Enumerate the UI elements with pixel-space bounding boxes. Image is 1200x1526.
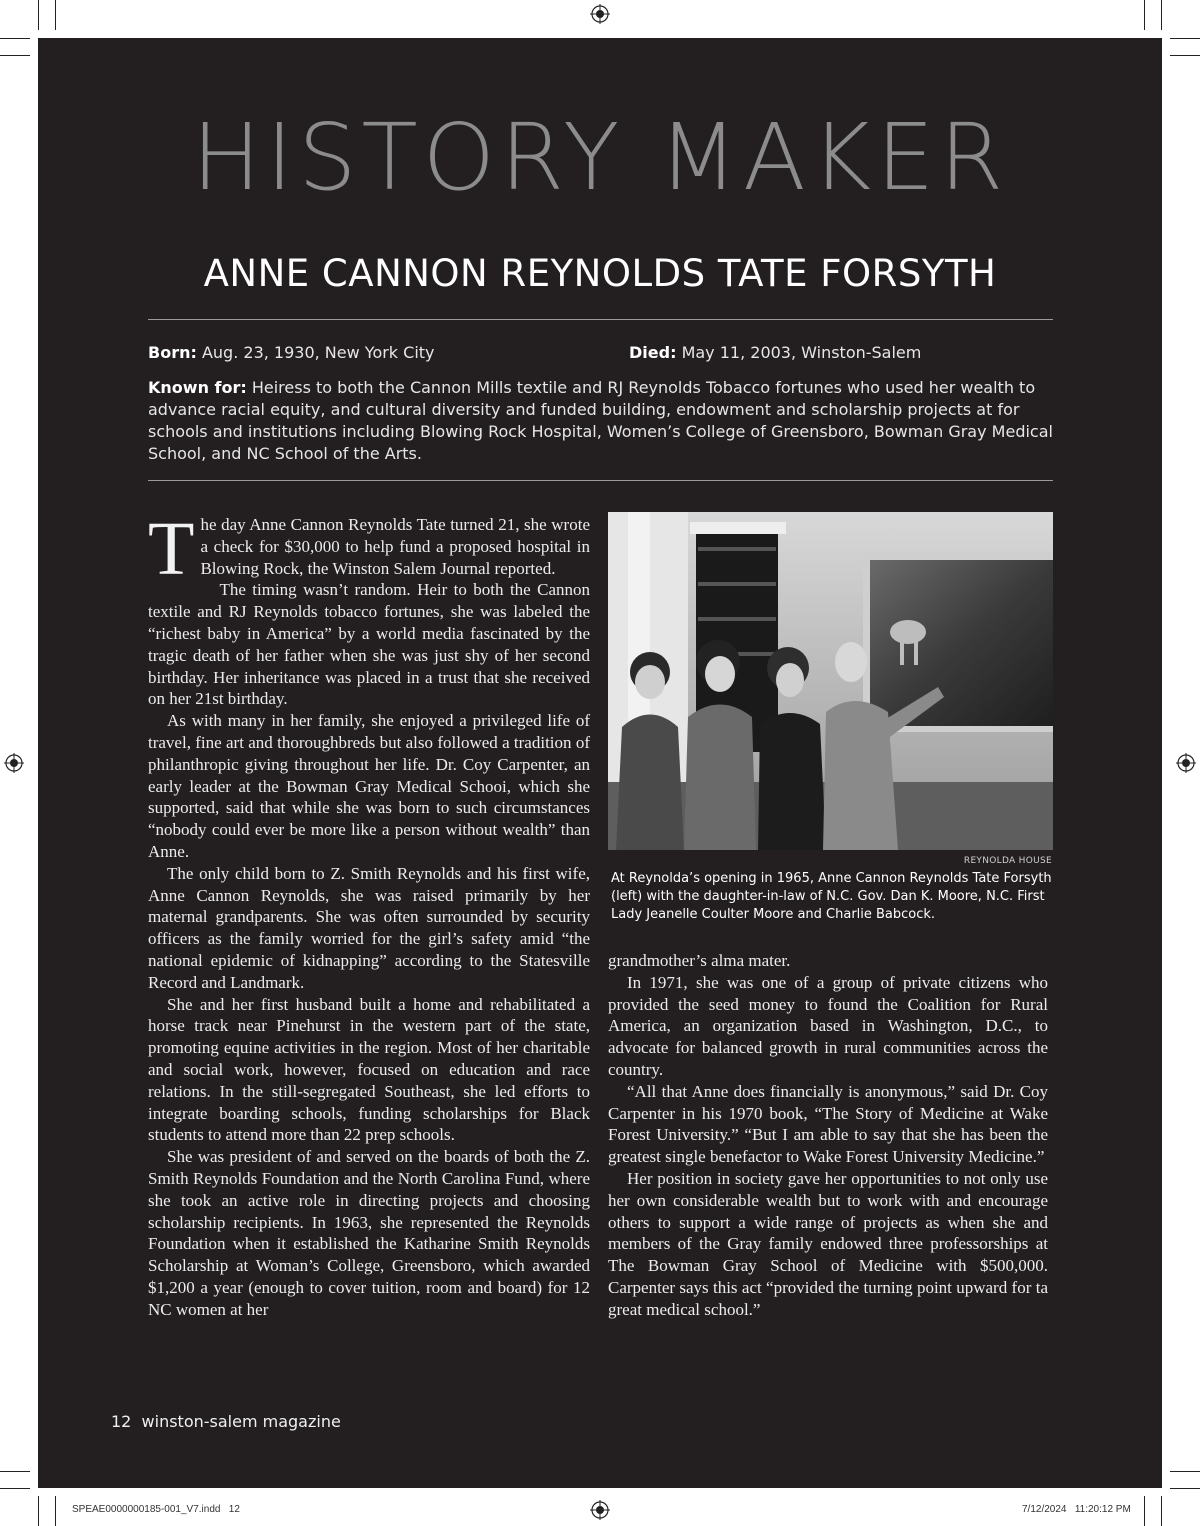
crop-mark <box>38 1496 39 1526</box>
article-paragraph: As with many in her family, she enjoyed a privileged life of travel, fine art and thoroughbreds but also followed a tradition of philanthropic giving throughout her life. Dr. Coy Carpenter, an early leader at the Bowman Gray Medical Schooi, which she supported, said that while she was born to such circumstances “nobody could ever be more like a person without wealth” than Anne. <box>148 711 590 861</box>
article-paragraph: Her position in society gave her opportunities to not only use her own considerable wealth but to work with and encourage others to support a wide range of projects as when she and members of the Gray family endowed three professorships at The Bowman Gray School of Medicine with $500,000. Carpenter says this act “provided the turning point upward for ta great medical school.” <box>608 1168 1048 1319</box>
died-fact <box>629 342 921 364</box>
slug-timestamp: 7/12/2024 11:20:12 PM <box>1022 1504 1131 1515</box>
divider <box>148 480 1053 481</box>
crop-mark <box>55 1496 56 1526</box>
article-paragraph: She was president of and served on the boards of both the Z. Smith Reynolds Foundation and the North Carolina Fund, where she took an active role in directing projects and choosing scholarship recipients. In 1963, she represented the Reynolds Foundation when it established the Katharine Smith Reynolds Scholarship at Woman’s College, Greensboro, which awarded $1,200 a year (enough to cover tuition, room and board) for 12 NC women at her <box>148 1147 590 1319</box>
born-label: Born: <box>148 343 197 362</box>
crop-mark <box>1144 0 1145 30</box>
article-paragraph: “All that Anne does financially is anonymous,” said Dr. Coy Carpenter in his 1970 book, “The Story of Medicine at Wake Forest University.” “But I am able to say that she has been the greatest single benefactor to Wake Forest University Medicine.” <box>608 1081 1048 1167</box>
photo-caption: At Reynolda’s opening in 1965, Anne Cannon Reynolds Tate Forsyth (left) with the daughter-in-law of N.C. Gov. Dan K. Moore, N.C. First Lady Jeanelle Coulter Moore and Charlie Babcock. <box>611 871 1052 922</box>
page-folio <box>111 1412 341 1431</box>
magazine-name: winston-salem magazine <box>141 1412 341 1431</box>
article-paragraph: The only child born to Z. Smith Reynolds and his first wife, Anne Cannon Reynolds, she was raised primarily by her maternal grandparents. She was often surrounded by security officers as the family worried for the girl’s safety amid “the national epidemic of kidnapping” according to the Statesville Record and Landmark. <box>148 863 590 992</box>
crop-mark <box>1170 1488 1200 1489</box>
subject-name-heading: ANNE CANNON REYNOLDS TATE FORSYTH <box>203 252 997 295</box>
crop-mark <box>1170 55 1200 56</box>
crop-mark <box>55 0 56 30</box>
article-paragraph: She and her first husband built a home and rehabilitated a horse track near Pinehurst in the western part of the state, promoting equine activities in the region. Most of her charitable and social work, however, focused on education and race relations. In the still-segregated Southeast, she led efforts to integrate boarding schools, funding scholarships for Black students to attend more than 22 prep schools. <box>148 994 590 1145</box>
crop-mark <box>1144 1496 1145 1526</box>
known-for-fact <box>148 377 1053 465</box>
article-paragraph: The timing wasn’t random. Heir to both the Cannon textile and RJ Reynolds tobacco fortunes, she was labeled the “richest baby in America” by a world media fascinated by the tragic death of her father when she was just shy of her second birthday. Her inheritance was placed in a trust that she received on her 21st birthday. <box>148 580 590 709</box>
article-column-right <box>608 950 1048 1321</box>
slug-file-name: SPEAE0000000185-001_V7.indd 12 <box>72 1504 240 1515</box>
drop-cap: T <box>148 507 195 591</box>
registration-mark-icon <box>590 4 610 24</box>
died-value: May 11, 2003, Winston-Salem <box>681 343 922 362</box>
born-fact <box>148 342 435 364</box>
crop-mark <box>1161 1496 1162 1526</box>
crop-mark <box>0 1488 30 1489</box>
historical-photo <box>608 512 1053 850</box>
known-for-value: Heiress to both the Cannon Mills textile and RJ Reynolds Tobacco fortunes who used her wealth to advance racial equity, and cultural diversity and funded building, endowment and scholarship projects at for schools and institutions including Blowing Rock Hospital, Women’s College of Greensboro, Bowman Gray Medical School, and NC School of the Arts. <box>148 378 1053 463</box>
registration-mark-icon <box>4 753 24 773</box>
photo-credit: REYNOLDA HOUSE <box>963 856 1052 866</box>
crop-mark <box>1161 0 1162 30</box>
crop-mark <box>38 0 39 30</box>
known-for-label: Known for: <box>148 378 247 397</box>
crop-mark <box>0 38 30 39</box>
divider <box>148 319 1053 320</box>
crop-mark <box>0 55 30 56</box>
article-column-left <box>148 507 590 1320</box>
crop-mark <box>0 1471 30 1472</box>
crop-mark <box>1170 38 1200 39</box>
section-kicker: HISTORY MAKER <box>191 104 1009 211</box>
article-paragraph: In 1971, she was one of a group of private citizens who provided the seed money to found the Coalition for Rural America, an organization based in Washington, D.C., to advocate for balanced growth in rural communities across the country. <box>608 972 1048 1079</box>
article-paragraph <box>148 507 590 591</box>
died-label: Died: <box>629 343 677 362</box>
crop-mark <box>1170 1471 1200 1472</box>
article-paragraph: grandmother’s alma mater. <box>608 951 791 970</box>
born-value: Aug. 23, 1930, New York City <box>201 343 435 362</box>
registration-mark-icon <box>590 1500 610 1520</box>
article-paragraph-text: he day Anne Cannon Reynolds Tate turned 21, she wrote a check for $30,000 to help fund a proposed hospital in Blowing Rock, the Winston Salem Journal reported. <box>200 515 590 578</box>
photo-illustration <box>608 512 1053 850</box>
page-number: 12 <box>111 1412 132 1431</box>
registration-mark-icon <box>1176 753 1196 773</box>
